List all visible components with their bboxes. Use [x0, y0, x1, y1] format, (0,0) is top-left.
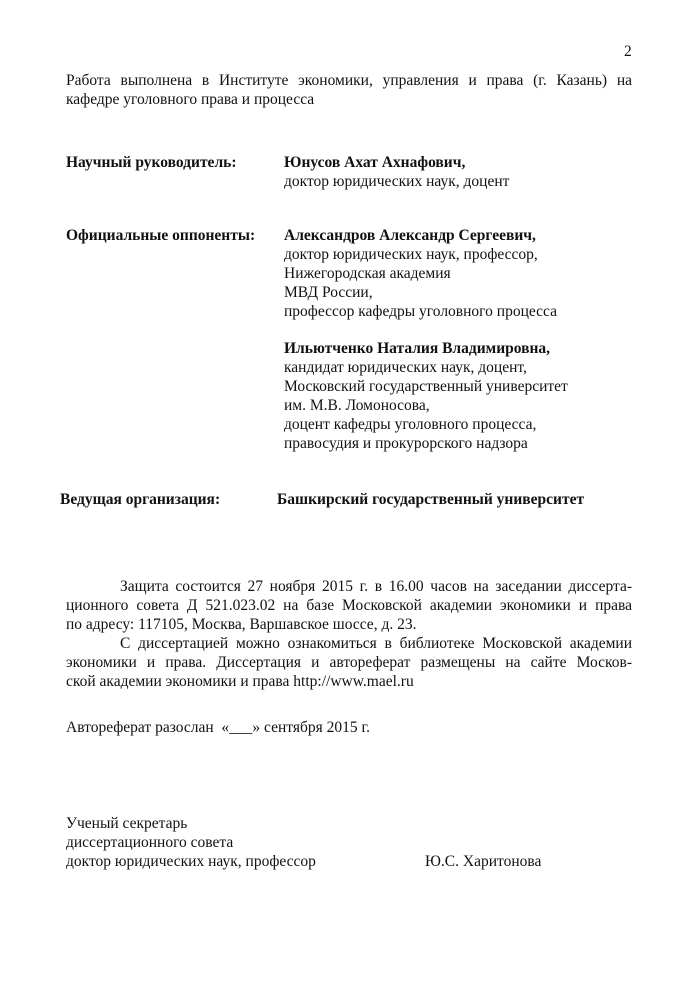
opponent-2-detail: Московский государственный университет: [284, 378, 568, 395]
defense-line-1: Защита состоится 27 ноября 2015 г. в 16.00 часов на заседании диссерта-: [120, 578, 632, 595]
opponent-1-block: [284, 226, 557, 321]
opponent-2-detail: кандидат юридических наук, доцент,: [284, 359, 527, 376]
secretary-name: Ю.С. Харитонова: [425, 853, 542, 870]
supervisor-block: [284, 153, 509, 191]
intro-line-1: Работа выполнена в Институте экономики, управления и права (г. Казань) на: [66, 72, 632, 89]
opponents-label: Официальные оппоненты:: [66, 227, 256, 244]
opponent-2-detail: правосудия и прокурорского надзора: [284, 435, 528, 452]
opponent-2-name: Ильютченко Наталия Владимировна,: [284, 340, 551, 357]
leading-org-name: Башкирский государственный университет: [277, 491, 585, 508]
opponent-1-name: Александров Александр Сергеевич,: [284, 227, 536, 244]
opponent-1-detail: профессор кафедры уголовного процесса: [284, 303, 557, 320]
defense-line-3: по адресу: 117105, Москва, Варшавское шоссе, д. 23.: [66, 616, 417, 633]
supervisor-label: Научный руководитель:: [66, 154, 237, 171]
secretary-council: диссертационного совета: [66, 834, 234, 851]
secretary-degree: доктор юридических наук, профессор: [66, 853, 316, 870]
opponent-2-detail: доцент кафедры уголовного процесса,: [284, 416, 537, 433]
page-number: 2: [624, 43, 632, 60]
intro-line-2: кафедре уголовного права и процесса: [66, 91, 315, 108]
opponent-1-detail: доктор юридических наук, профессор,: [284, 246, 538, 263]
opponent-2-block: [284, 339, 568, 453]
defense-line-2: ционного совета Д 521.023.02 на базе Московской академии экономики и права: [66, 597, 632, 614]
leading-org-label: Ведущая организация:: [60, 491, 221, 508]
opponent-2-detail: им. М.В. Ломоносова,: [284, 397, 430, 414]
secretary-title: Ученый секретарь: [66, 815, 188, 832]
sent-date: Автореферат разослан «___» сентября 2015 г.: [66, 719, 370, 736]
opponent-1-detail: Нижегородская академия: [284, 265, 451, 282]
library-line-3: ской академии экономики и права http://www.mael.ru: [66, 673, 414, 690]
supervisor-degree: доктор юридических наук, доцент: [284, 173, 510, 190]
supervisor-name: Юнусов Ахат Ахнафович,: [284, 154, 466, 171]
library-line-1: С диссертацией можно ознакомиться в библиотеке Московской академии: [120, 635, 632, 652]
library-line-2: экономики и права. Диссертация и автореферат размещены на сайте Москов-: [66, 654, 632, 671]
opponent-1-detail: МВД России,: [284, 284, 373, 301]
